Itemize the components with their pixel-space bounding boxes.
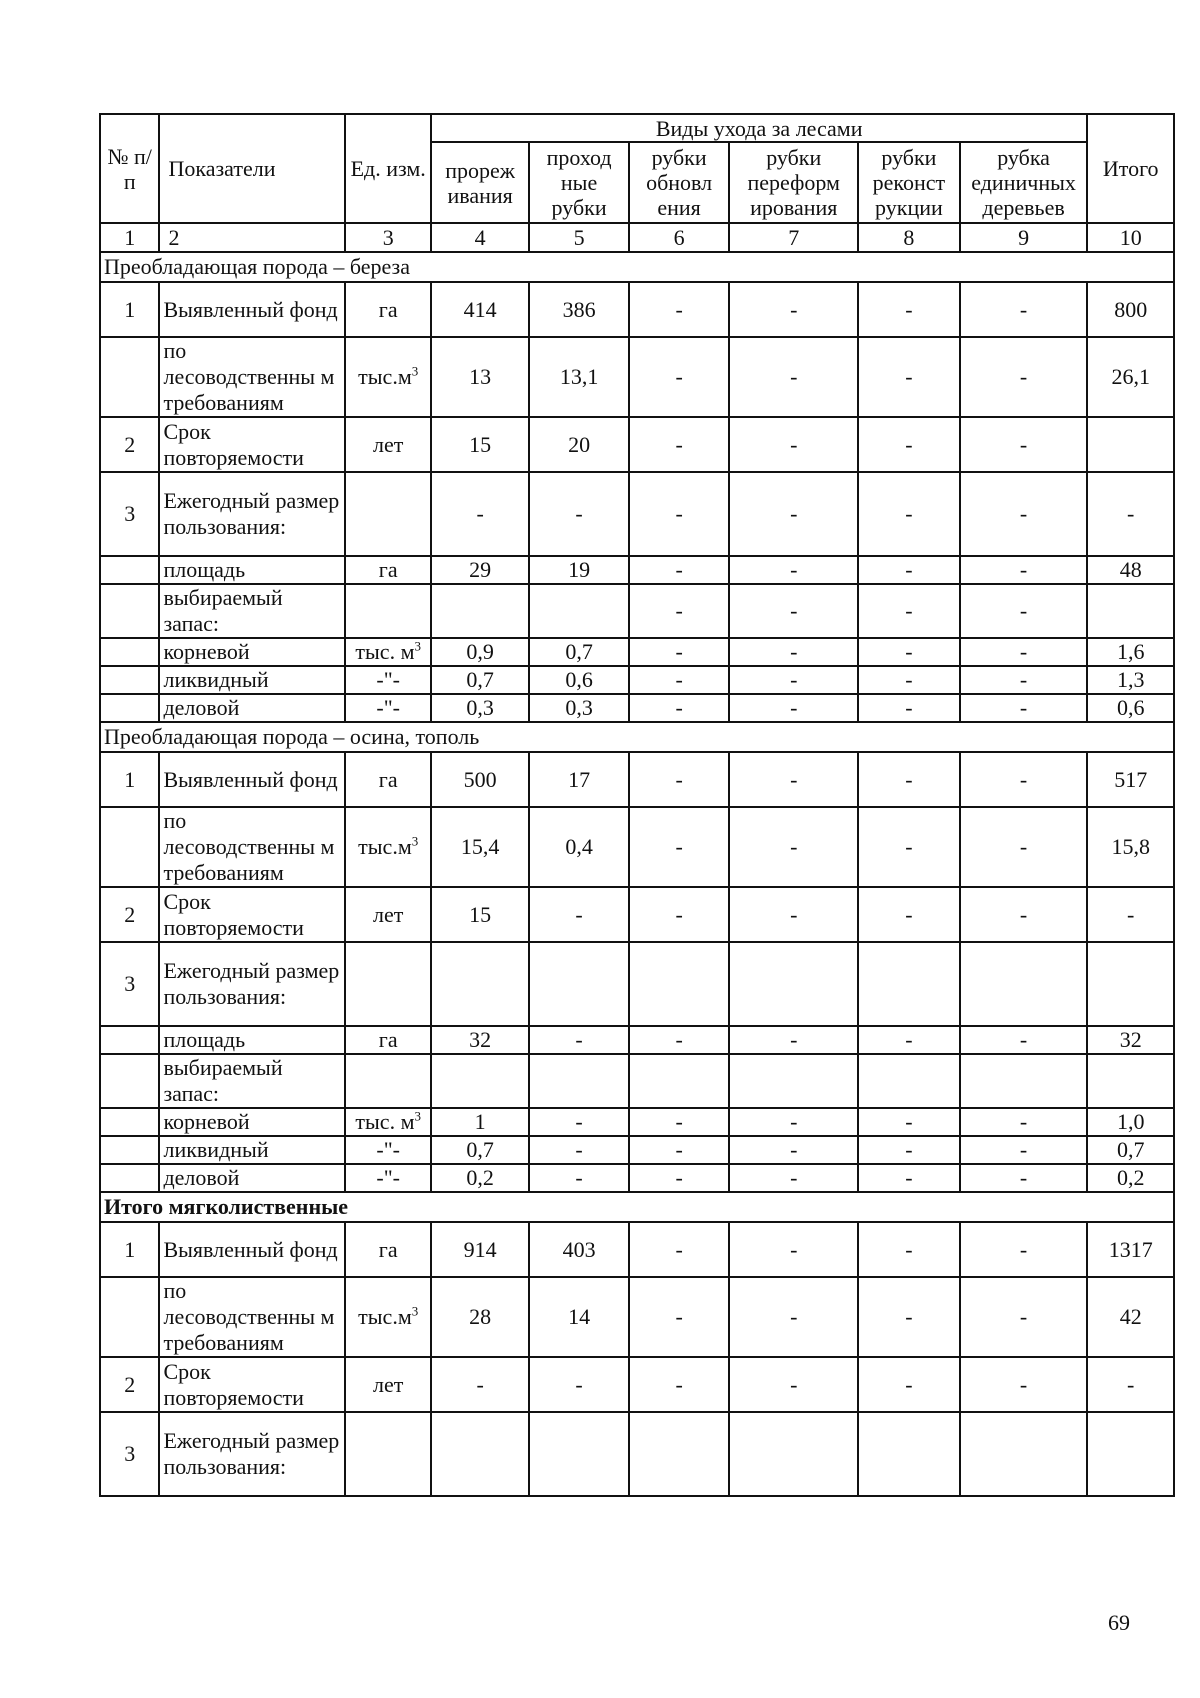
row-value: - bbox=[729, 472, 858, 556]
section-row bbox=[100, 1192, 1174, 1222]
row-unit bbox=[345, 417, 430, 472]
row-value: - bbox=[858, 666, 960, 694]
row-value: 0,3 bbox=[431, 694, 529, 722]
header-num: № п/п bbox=[100, 114, 159, 223]
table-body bbox=[100, 252, 1174, 1496]
row-value: - bbox=[960, 752, 1088, 807]
unit-text: га bbox=[378, 1236, 398, 1262]
column-index: 5 bbox=[529, 223, 628, 252]
row-value: - bbox=[858, 472, 960, 556]
row-unit bbox=[345, 1108, 430, 1136]
header-care-types-group: Виды ухода за лесами bbox=[431, 114, 1087, 142]
table-row bbox=[100, 282, 1174, 337]
row-value bbox=[629, 942, 730, 1026]
row-number: 1 bbox=[100, 1222, 159, 1277]
row-value bbox=[431, 584, 529, 638]
row-indicator: корневой bbox=[159, 1108, 345, 1136]
row-value: - bbox=[858, 417, 960, 472]
row-value: - bbox=[729, 887, 858, 942]
unit-text: лет bbox=[373, 431, 404, 457]
row-value: 0,2 bbox=[431, 1164, 529, 1192]
row-indicator: корневой bbox=[159, 638, 345, 666]
row-value: - bbox=[960, 472, 1088, 556]
row-value: - bbox=[858, 1277, 960, 1357]
row-unit bbox=[345, 1136, 430, 1164]
row-number: 2 bbox=[100, 1357, 159, 1412]
row-total: 0,7 bbox=[1087, 1136, 1174, 1164]
row-value: 29 bbox=[431, 556, 529, 584]
row-value: - bbox=[960, 1357, 1088, 1412]
header-type-single-tree-cutting: рубка единичных деревьев bbox=[960, 142, 1088, 223]
row-value: 914 bbox=[431, 1222, 529, 1277]
row-total bbox=[1087, 942, 1174, 1026]
row-value: - bbox=[960, 1222, 1088, 1277]
row-value: 0,7 bbox=[529, 638, 628, 666]
row-value: 14 bbox=[529, 1277, 628, 1357]
row-indicator: Ежегодный размер пользования: bbox=[159, 942, 345, 1026]
row-value bbox=[729, 942, 858, 1026]
row-indicator: выбираемый запас: bbox=[159, 584, 345, 638]
header-total: Итого bbox=[1087, 114, 1174, 223]
row-indicator: Выявленный фонд bbox=[159, 282, 345, 337]
row-value: - bbox=[629, 1277, 730, 1357]
row-value: 0,3 bbox=[529, 694, 628, 722]
row-unit bbox=[345, 584, 430, 638]
row-total bbox=[1087, 1412, 1174, 1496]
row-value: 0,4 bbox=[529, 807, 628, 887]
unit-text: тыс.м bbox=[358, 364, 412, 389]
row-value: - bbox=[729, 666, 858, 694]
row-value: 13 bbox=[431, 337, 529, 417]
unit-text: тыс. м bbox=[355, 1109, 415, 1134]
row-value: - bbox=[629, 1357, 730, 1412]
row-unit bbox=[345, 282, 430, 337]
row-value bbox=[858, 1412, 960, 1496]
row-value: - bbox=[960, 807, 1088, 887]
row-total bbox=[1087, 584, 1174, 638]
row-indicator: по лесоводственны м требованиям bbox=[159, 337, 345, 417]
row-unit bbox=[345, 807, 430, 887]
row-value: - bbox=[729, 282, 858, 337]
row-value bbox=[431, 1054, 529, 1108]
row-value: - bbox=[858, 337, 960, 417]
row-value bbox=[858, 1054, 960, 1108]
row-indicator: Выявленный фонд bbox=[159, 752, 345, 807]
header-type-passage-cutting: проход ные рубки bbox=[529, 142, 628, 223]
row-value: - bbox=[960, 1277, 1088, 1357]
row-indicator: по лесоводственны м требованиям bbox=[159, 1277, 345, 1357]
row-total: - bbox=[1087, 887, 1174, 942]
row-indicator: выбираемый запас: bbox=[159, 1054, 345, 1108]
row-value: - bbox=[729, 1026, 858, 1054]
row-number bbox=[100, 638, 159, 666]
page-number: 69 bbox=[1108, 1610, 1130, 1635]
row-value: - bbox=[729, 1136, 858, 1164]
row-unit bbox=[345, 638, 430, 666]
section-title: Преобладающая порода – осина, тополь bbox=[100, 722, 1174, 752]
row-value: - bbox=[629, 282, 730, 337]
row-total: - bbox=[1087, 472, 1174, 556]
table-row bbox=[100, 807, 1174, 887]
row-number bbox=[100, 1054, 159, 1108]
column-index: 9 bbox=[960, 223, 1088, 252]
row-unit bbox=[345, 556, 430, 584]
row-number: 2 bbox=[100, 887, 159, 942]
row-value: - bbox=[729, 1108, 858, 1136]
row-total: 1,0 bbox=[1087, 1108, 1174, 1136]
column-index-row bbox=[100, 223, 1174, 252]
row-value: 0,7 bbox=[431, 666, 529, 694]
unit-text: лет bbox=[373, 1371, 404, 1397]
row-total: 1,3 bbox=[1087, 666, 1174, 694]
row-number: 1 bbox=[100, 282, 159, 337]
row-value bbox=[960, 1054, 1088, 1108]
header-type-renewal-cutting: рубки обновл ения bbox=[629, 142, 730, 223]
row-value: - bbox=[629, 1222, 730, 1277]
row-number: 1 bbox=[100, 752, 159, 807]
row-indicator: Срок повторяемости bbox=[159, 887, 345, 942]
row-value: - bbox=[858, 1108, 960, 1136]
column-index: 8 bbox=[858, 223, 960, 252]
section-row bbox=[100, 252, 1174, 282]
row-number bbox=[100, 337, 159, 417]
row-value: - bbox=[529, 472, 628, 556]
row-value: 386 bbox=[529, 282, 628, 337]
column-index: 2 bbox=[159, 223, 345, 252]
row-value: - bbox=[529, 1136, 628, 1164]
row-value: - bbox=[629, 584, 730, 638]
row-value: - bbox=[729, 337, 858, 417]
row-total: 1317 bbox=[1087, 1222, 1174, 1277]
row-value: - bbox=[858, 1164, 960, 1192]
row-indicator: деловой bbox=[159, 694, 345, 722]
row-total: 0,2 bbox=[1087, 1164, 1174, 1192]
row-number bbox=[100, 1277, 159, 1357]
row-indicator: Выявленный фонд bbox=[159, 1222, 345, 1277]
row-value bbox=[960, 1412, 1088, 1496]
row-value: - bbox=[629, 417, 730, 472]
row-value: - bbox=[858, 1357, 960, 1412]
row-value: - bbox=[629, 1026, 730, 1054]
unit-superscript: 3 bbox=[411, 1303, 419, 1319]
forest-care-table bbox=[99, 113, 1175, 1497]
table-row bbox=[100, 638, 1174, 666]
table-row bbox=[100, 1277, 1174, 1357]
row-total: 32 bbox=[1087, 1026, 1174, 1054]
row-total: 15,8 bbox=[1087, 807, 1174, 887]
row-value: - bbox=[529, 887, 628, 942]
unit-superscript: 3 bbox=[411, 363, 419, 379]
row-value: - bbox=[858, 807, 960, 887]
row-value bbox=[629, 1412, 730, 1496]
row-total: 26,1 bbox=[1087, 337, 1174, 417]
row-number: 2 bbox=[100, 417, 159, 472]
row-value: - bbox=[529, 1357, 628, 1412]
row-value bbox=[431, 942, 529, 1026]
row-unit bbox=[345, 1357, 430, 1412]
section-title: Итого мягколиственные bbox=[100, 1192, 1174, 1222]
row-total bbox=[1087, 417, 1174, 472]
row-number bbox=[100, 556, 159, 584]
table-row bbox=[100, 752, 1174, 807]
row-indicator: площадь bbox=[159, 556, 345, 584]
unit-text: тыс. м bbox=[355, 639, 415, 664]
column-index: 10 bbox=[1087, 223, 1174, 252]
row-total: 1,6 bbox=[1087, 638, 1174, 666]
row-value: 15,4 bbox=[431, 807, 529, 887]
row-unit bbox=[345, 1164, 430, 1192]
unit-text: га bbox=[378, 1027, 398, 1052]
row-unit bbox=[345, 1277, 430, 1357]
table-row bbox=[100, 584, 1174, 638]
row-number: 3 bbox=[100, 472, 159, 556]
row-value bbox=[529, 584, 628, 638]
row-indicator: Срок повторяемости bbox=[159, 1357, 345, 1412]
row-number: 3 bbox=[100, 942, 159, 1026]
row-value bbox=[529, 1054, 628, 1108]
row-value bbox=[729, 1412, 858, 1496]
row-unit bbox=[345, 1026, 430, 1054]
row-value: 32 bbox=[431, 1026, 529, 1054]
row-number bbox=[100, 584, 159, 638]
row-indicator: деловой bbox=[159, 1164, 345, 1192]
unit-text: -"- bbox=[376, 1165, 401, 1190]
row-value: 0,7 bbox=[431, 1136, 529, 1164]
row-value: - bbox=[629, 337, 730, 417]
row-unit bbox=[345, 337, 430, 417]
table-row bbox=[100, 417, 1174, 472]
row-value: - bbox=[629, 1164, 730, 1192]
row-value: - bbox=[858, 584, 960, 638]
column-index: 3 bbox=[345, 223, 430, 252]
row-value: - bbox=[629, 556, 730, 584]
row-value: - bbox=[858, 694, 960, 722]
row-value: - bbox=[629, 472, 730, 556]
row-value: - bbox=[431, 472, 529, 556]
table-row bbox=[100, 694, 1174, 722]
row-total: 42 bbox=[1087, 1277, 1174, 1357]
row-value: - bbox=[858, 752, 960, 807]
unit-text: тыс.м bbox=[358, 1304, 412, 1329]
row-value: - bbox=[960, 1026, 1088, 1054]
unit-text: га bbox=[378, 296, 398, 322]
row-total: - bbox=[1087, 1357, 1174, 1412]
row-value bbox=[960, 942, 1088, 1026]
row-total: 48 bbox=[1087, 556, 1174, 584]
row-value: - bbox=[729, 694, 858, 722]
row-unit bbox=[345, 694, 430, 722]
row-value: - bbox=[629, 752, 730, 807]
row-value: - bbox=[960, 887, 1088, 942]
row-number bbox=[100, 1026, 159, 1054]
row-value: 0,9 bbox=[431, 638, 529, 666]
row-number: 3 bbox=[100, 1412, 159, 1496]
row-value: - bbox=[858, 887, 960, 942]
row-total: 800 bbox=[1087, 282, 1174, 337]
row-value: - bbox=[729, 638, 858, 666]
row-value: 19 bbox=[529, 556, 628, 584]
row-number bbox=[100, 1136, 159, 1164]
row-unit bbox=[345, 472, 430, 556]
row-value bbox=[858, 942, 960, 1026]
row-indicator: площадь bbox=[159, 1026, 345, 1054]
row-value bbox=[529, 942, 628, 1026]
row-value: - bbox=[858, 1136, 960, 1164]
row-value: - bbox=[858, 556, 960, 584]
unit-text: тыс.м bbox=[358, 834, 412, 859]
row-number bbox=[100, 694, 159, 722]
row-value: - bbox=[960, 694, 1088, 722]
row-unit bbox=[345, 942, 430, 1026]
row-number bbox=[100, 807, 159, 887]
row-total: 517 bbox=[1087, 752, 1174, 807]
row-indicator: ликвидный bbox=[159, 1136, 345, 1164]
table-row bbox=[100, 472, 1174, 556]
row-value: - bbox=[729, 1357, 858, 1412]
row-value: - bbox=[960, 337, 1088, 417]
unit-text: -"- bbox=[376, 667, 401, 692]
row-value: - bbox=[960, 417, 1088, 472]
column-index: 7 bbox=[729, 223, 858, 252]
table-row bbox=[100, 666, 1174, 694]
column-index: 1 bbox=[100, 223, 159, 252]
row-value: 403 bbox=[529, 1222, 628, 1277]
row-value: 414 bbox=[431, 282, 529, 337]
row-value: - bbox=[529, 1164, 628, 1192]
row-value: - bbox=[729, 1222, 858, 1277]
row-unit bbox=[345, 887, 430, 942]
unit-superscript: 3 bbox=[414, 1108, 421, 1124]
table-row bbox=[100, 1357, 1174, 1412]
column-index: 4 bbox=[431, 223, 529, 252]
row-value: - bbox=[629, 666, 730, 694]
row-value: - bbox=[729, 807, 858, 887]
row-indicator: Ежегодный размер пользования: bbox=[159, 472, 345, 556]
row-value: - bbox=[629, 807, 730, 887]
table-row bbox=[100, 1412, 1174, 1496]
row-value: 17 bbox=[529, 752, 628, 807]
unit-text: -"- bbox=[376, 695, 401, 720]
table-row bbox=[100, 1054, 1174, 1108]
row-indicator: Ежегодный размер пользования: bbox=[159, 1412, 345, 1496]
row-value: - bbox=[729, 584, 858, 638]
row-value: - bbox=[431, 1357, 529, 1412]
row-value: - bbox=[960, 1108, 1088, 1136]
row-number bbox=[100, 1108, 159, 1136]
header-type-reformation-cutting: рубки переформ ирования bbox=[729, 142, 858, 223]
table-row bbox=[100, 1136, 1174, 1164]
row-unit bbox=[345, 1412, 430, 1496]
table-row bbox=[100, 942, 1174, 1026]
row-value: 13,1 bbox=[529, 337, 628, 417]
row-value: 20 bbox=[529, 417, 628, 472]
row-value bbox=[529, 1412, 628, 1496]
row-value: 28 bbox=[431, 1277, 529, 1357]
row-value: - bbox=[629, 887, 730, 942]
column-index: 6 bbox=[629, 223, 730, 252]
row-value: - bbox=[960, 282, 1088, 337]
row-number bbox=[100, 666, 159, 694]
row-value: - bbox=[960, 666, 1088, 694]
unit-text: лет bbox=[373, 901, 404, 927]
row-value: - bbox=[729, 752, 858, 807]
row-indicator: Срок повторяемости bbox=[159, 417, 345, 472]
row-value: - bbox=[858, 282, 960, 337]
unit-text: га bbox=[378, 766, 398, 792]
table-row bbox=[100, 1108, 1174, 1136]
unit-superscript: 3 bbox=[414, 638, 421, 654]
table-row bbox=[100, 1164, 1174, 1192]
row-unit bbox=[345, 666, 430, 694]
row-value: 15 bbox=[431, 417, 529, 472]
row-value: - bbox=[729, 1164, 858, 1192]
row-unit bbox=[345, 1222, 430, 1277]
unit-superscript: 3 bbox=[411, 833, 419, 849]
row-value: - bbox=[858, 1222, 960, 1277]
header-type-thinning: прореж ивания bbox=[431, 142, 529, 223]
row-value: 1 bbox=[431, 1108, 529, 1136]
row-value bbox=[629, 1054, 730, 1108]
row-total: 0,6 bbox=[1087, 694, 1174, 722]
unit-text: га bbox=[378, 557, 398, 582]
row-value: - bbox=[629, 638, 730, 666]
section-row bbox=[100, 722, 1174, 752]
row-value bbox=[729, 1054, 858, 1108]
table-row bbox=[100, 1026, 1174, 1054]
table-row bbox=[100, 337, 1174, 417]
row-value: - bbox=[960, 1164, 1088, 1192]
row-value: - bbox=[960, 638, 1088, 666]
row-value: - bbox=[858, 1026, 960, 1054]
row-value: - bbox=[529, 1108, 628, 1136]
row-value: - bbox=[629, 1136, 730, 1164]
row-number bbox=[100, 1164, 159, 1192]
row-indicator: ликвидный bbox=[159, 666, 345, 694]
row-indicator: по лесоводственны м требованиям bbox=[159, 807, 345, 887]
row-value: - bbox=[629, 694, 730, 722]
row-value: 15 bbox=[431, 887, 529, 942]
section-title: Преобладающая порода – береза bbox=[100, 252, 1174, 282]
table-row bbox=[100, 556, 1174, 584]
row-value: - bbox=[629, 1108, 730, 1136]
row-total bbox=[1087, 1054, 1174, 1108]
header-unit: Ед. изм. bbox=[345, 114, 430, 223]
row-value: - bbox=[529, 1026, 628, 1054]
row-unit bbox=[345, 752, 430, 807]
header-indicator: Показатели bbox=[159, 114, 345, 223]
table-row bbox=[100, 887, 1174, 942]
row-value: - bbox=[960, 1136, 1088, 1164]
header-type-reconstruction-cutting: рубки реконст рукции bbox=[858, 142, 960, 223]
row-value: - bbox=[729, 556, 858, 584]
row-value: - bbox=[858, 638, 960, 666]
row-unit bbox=[345, 1054, 430, 1108]
row-value: 0,6 bbox=[529, 666, 628, 694]
unit-text: -"- bbox=[376, 1137, 401, 1162]
row-value: - bbox=[729, 417, 858, 472]
row-value: - bbox=[729, 1277, 858, 1357]
row-value: 500 bbox=[431, 752, 529, 807]
table-row bbox=[100, 1222, 1174, 1277]
row-value: - bbox=[960, 556, 1088, 584]
row-value bbox=[431, 1412, 529, 1496]
row-value: - bbox=[960, 584, 1088, 638]
